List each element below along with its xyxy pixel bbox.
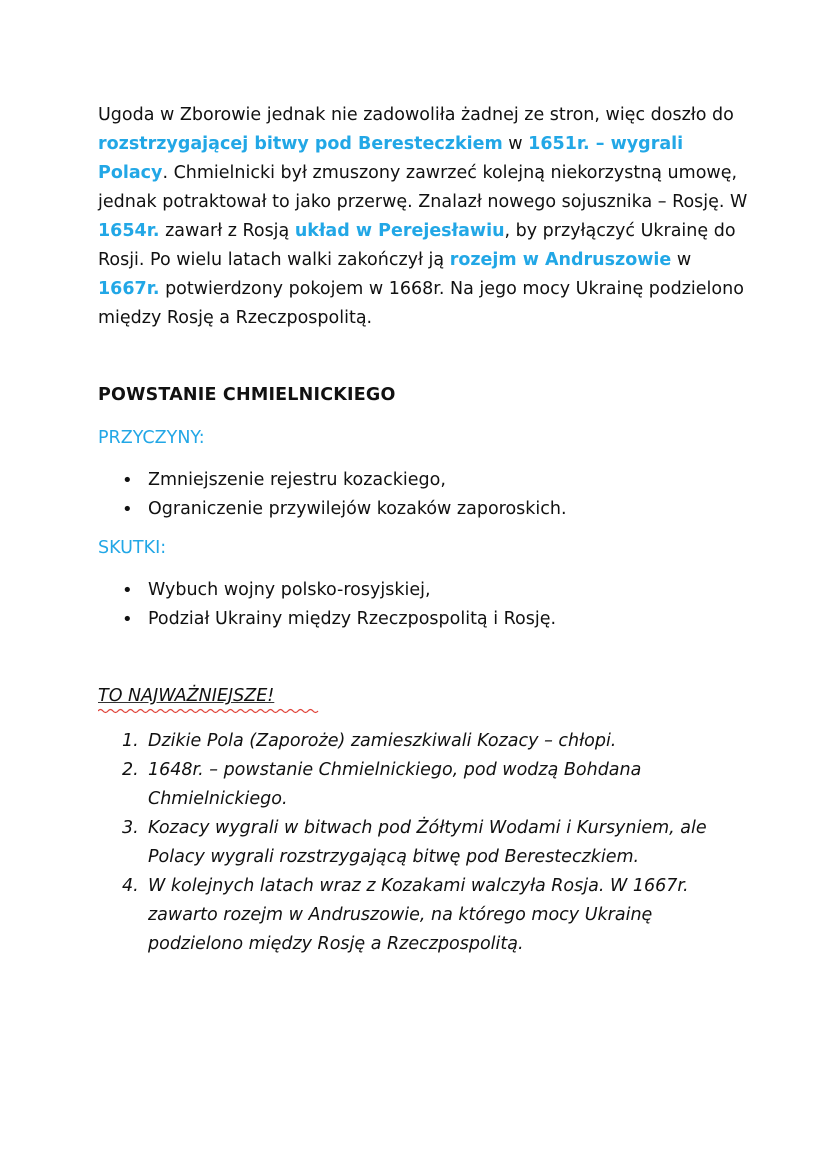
list-item: • Wybuch wojny polsko-rosyjskiej, [98,576,556,605]
list-item [98,814,738,872]
item-text: 1648r. – powstanie Chmielnickiego, pod wodzą Bohdana Chmielnickiego. [148,760,642,809]
list-item [98,872,738,959]
highlight-battle-beresteczko: rozstrzygającej bitwy pod Beresteczkiem [98,134,503,154]
item-text: W kolejnych latach wraz z Kozakami walczyła Rosja. W 1667r. zawarto rozejm w Andruszowie, na którego mocy Ukrainę podzielono między Rosję a Rzeczpospolitą. [148,876,689,954]
causes-list [98,466,567,524]
highlight-1667: 1667r. [98,279,160,299]
highlight-andruszow: rozejm w Andruszowie [449,250,672,270]
spellcheck-squiggle [98,708,320,714]
important-list [98,727,738,959]
squiggle-line [98,710,318,713]
important-title: TO NAJWAŻNIEJSZE! [98,686,275,706]
paragraph-text: , by przyłączyć Ukrainę do Rosji. Po wielu latach walki zakończył ją [98,221,736,270]
paragraph-text: . Chmielnicki był zmuszony zawrzeć kolejną niekorzystną umowę, jednak potraktował to jako przerwę. Znalazł nowego sojusznika – Rosję. W [98,163,748,212]
paragraph-text: potwierdzony pokojem w 1668r. Na jego mocy Ukrainę podzielono między Rosję a Rzeczpospolitą. [98,279,744,328]
highlight-1654: 1654r. [98,221,160,241]
paragraph-text: w [671,250,692,270]
list-item [98,756,738,814]
item-number: 1. [122,731,139,751]
list-item: • Podział Ukrainy między Rzeczpospolitą i Rosję. [98,605,556,634]
list-item: • Zmniejszenie rejestru kozackiego, [98,466,567,495]
list-item [98,727,738,756]
paragraph-text: zawarł z Rosją [159,221,295,241]
section-heading: POWSTANIE CHMIELNICKIEGO [98,385,396,405]
effects-label: SKUTKI: [98,538,167,558]
highlight-1651: 1651r. – wygrali Polacy [98,134,684,183]
highlight-perejeslaw: układ w Perejesławiu [294,221,505,241]
causes-label: PRZYCZYNY: [98,428,205,448]
item-number: 2. [122,760,139,780]
paragraph-text: Ugoda w Zborowie jednak nie zadowoliła żadnej ze stron, więc doszło do [98,105,734,125]
list-item: • Ograniczenie przywilejów kozaków zaporoskich. [98,495,567,524]
item-text: Dzikie Pola (Zaporoże) zamieszkiwali Kozacy – chłopi. [148,731,617,751]
effects-list [98,576,556,634]
item-number: 4. [122,876,139,896]
paragraph-text: w [502,134,529,154]
intro-paragraph [98,101,748,333]
item-number: 3. [122,818,139,838]
item-text: Kozacy wygrali w bitwach pod Żółtymi Wodami i Kursyniem, ale Polacy wygrali rozstrzygającą bitwę pod Beresteczkiem. [148,818,707,867]
